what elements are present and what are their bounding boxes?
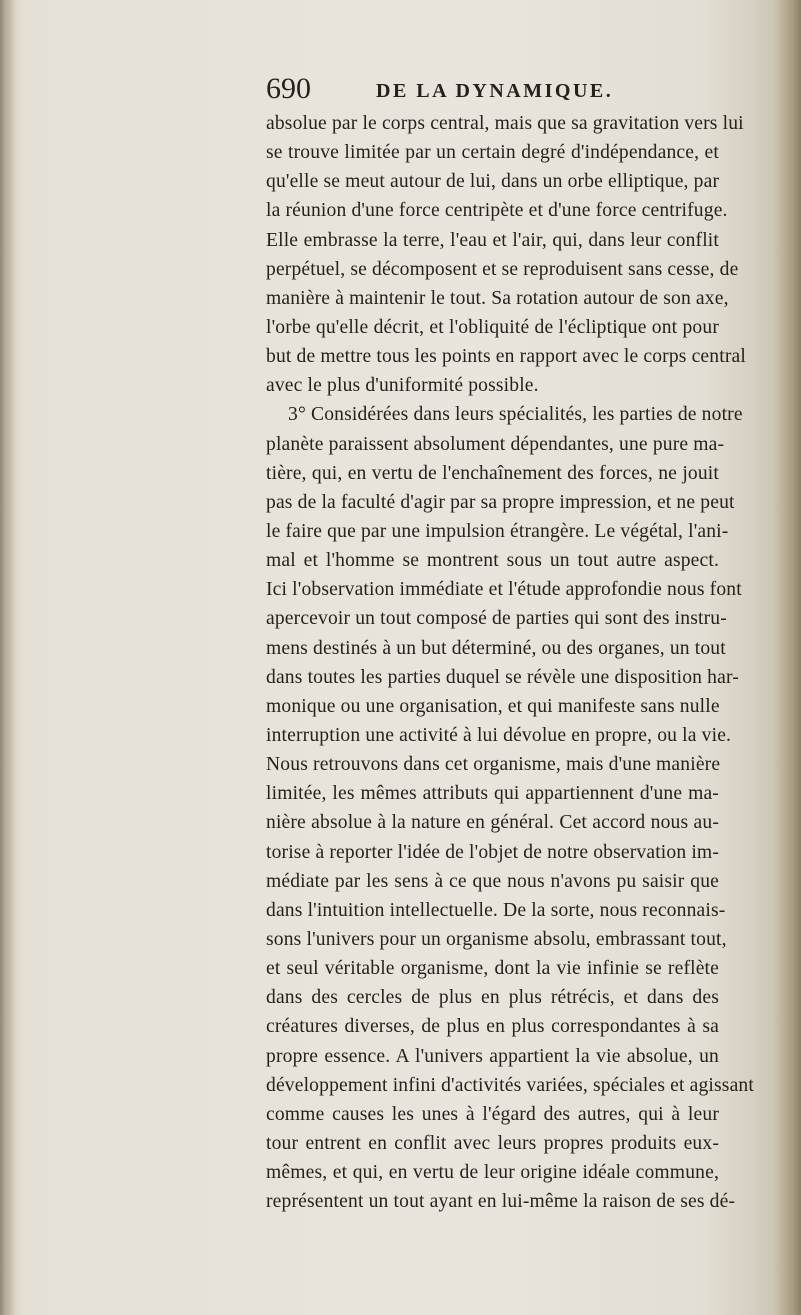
text-line: qu'elle se meut autour de lui, dans un orbe elliptique, par xyxy=(266,171,720,193)
text-line: perpétuel, se décomposent et se reproduisent sans cesse, de xyxy=(266,258,739,280)
text-line: développement infini d'activités variées, spéciales et agissant xyxy=(266,1074,754,1096)
text-line: manière à maintenir le tout. Sa rotation autour de son axe, xyxy=(266,287,729,309)
text-line: dans des cercles de plus en plus rétrécis, et dans des xyxy=(266,987,719,1009)
body-text xyxy=(266,109,754,1216)
text-line: tière, qui, en vertu de l'enchaînement des forces, ne jouit xyxy=(266,462,719,484)
text-line: propre essence. A l'univers appartient la vie absolue, un xyxy=(266,1045,719,1067)
text-line: comme causes les unes à l'égard des autres, qui à leur xyxy=(266,1103,719,1125)
text-line: interruption une activité à lui dévolue en propre, ou la vie. xyxy=(266,724,732,746)
text-line: dans toutes les parties duquel se révèle une disposition har- xyxy=(266,666,739,688)
text-line: planète paraissent absolument dépendantes, une pure ma- xyxy=(266,433,725,455)
text-line: créatures diverses, de plus en plus correspondantes à sa xyxy=(266,1016,719,1038)
running-head xyxy=(266,72,726,108)
text-line: sons l'univers pour un organisme absolu, embrassant tout, xyxy=(266,928,727,950)
text-line: tour entrent en conflit avec leurs propres produits eux- xyxy=(266,1132,719,1154)
text-line: Nous retrouvons dans cet organisme, mais d'une manière xyxy=(266,754,721,776)
binding-shadow xyxy=(0,0,16,1315)
page-number: 690 xyxy=(266,72,311,105)
text-line: la réunion d'une force centripète et d'une force centrifuge. xyxy=(266,200,728,222)
running-title: DE LA DYNAMIQUE. xyxy=(376,80,614,102)
text-line: torise à reporter l'idée de l'objet de notre observation im- xyxy=(266,841,719,863)
text-line: représentent un tout ayant en lui-même la raison de ses dé- xyxy=(266,1191,736,1213)
text-line: nière absolue à la nature en général. Cet accord nous au- xyxy=(266,812,719,834)
text-line: médiate par les sens à ce que nous n'avons pu saisir que xyxy=(266,870,719,892)
text-line: but de mettre tous les points en rapport avec le corps central xyxy=(266,346,746,368)
text-line: et seul véritable organisme, dont la vie infinie se reflète xyxy=(266,958,719,980)
text-line: avec le plus d'uniformité possible. xyxy=(266,375,539,397)
text-line: 3° Considérées dans leurs spécialités, les parties de notre xyxy=(288,404,743,426)
text-line: apercevoir un tout composé de parties qui sont des instru- xyxy=(266,608,727,630)
text-line: l'orbe qu'elle décrit, et l'obliquité de l'écliptique ont pour xyxy=(266,316,719,338)
text-line: Elle embrasse la terre, l'eau et l'air, qui, dans leur conflit xyxy=(266,229,719,251)
text-line: limitée, les mêmes attributs qui appartiennent d'une ma- xyxy=(266,783,719,805)
text-line: mêmes, et qui, en vertu de leur origine idéale commune, xyxy=(266,1162,719,1184)
text-line: monique ou une organisation, et qui manifeste sans nulle xyxy=(266,695,720,717)
text-line: dans l'intuition intellectuelle. De la sorte, nous reconnais- xyxy=(266,899,726,921)
text-line: se trouve limitée par un certain degré d'indépendance, et xyxy=(266,142,719,164)
page-edge xyxy=(755,0,801,1315)
text-line: pas de la faculté d'agir par sa propre impression, et ne peut xyxy=(266,491,735,513)
text-line: mens destinés à un but déterminé, ou des organes, un tout xyxy=(266,637,726,659)
text-line: mal et l'homme se montrent sous un tout autre aspect. xyxy=(266,550,719,572)
text-line: Ici l'observation immédiate et l'étude approfondie nous font xyxy=(266,579,742,601)
text-line: le faire que par une impulsion étrangère. Le végétal, l'ani- xyxy=(266,520,729,542)
text-line: absolue par le corps central, mais que sa gravitation vers lui xyxy=(266,113,744,134)
